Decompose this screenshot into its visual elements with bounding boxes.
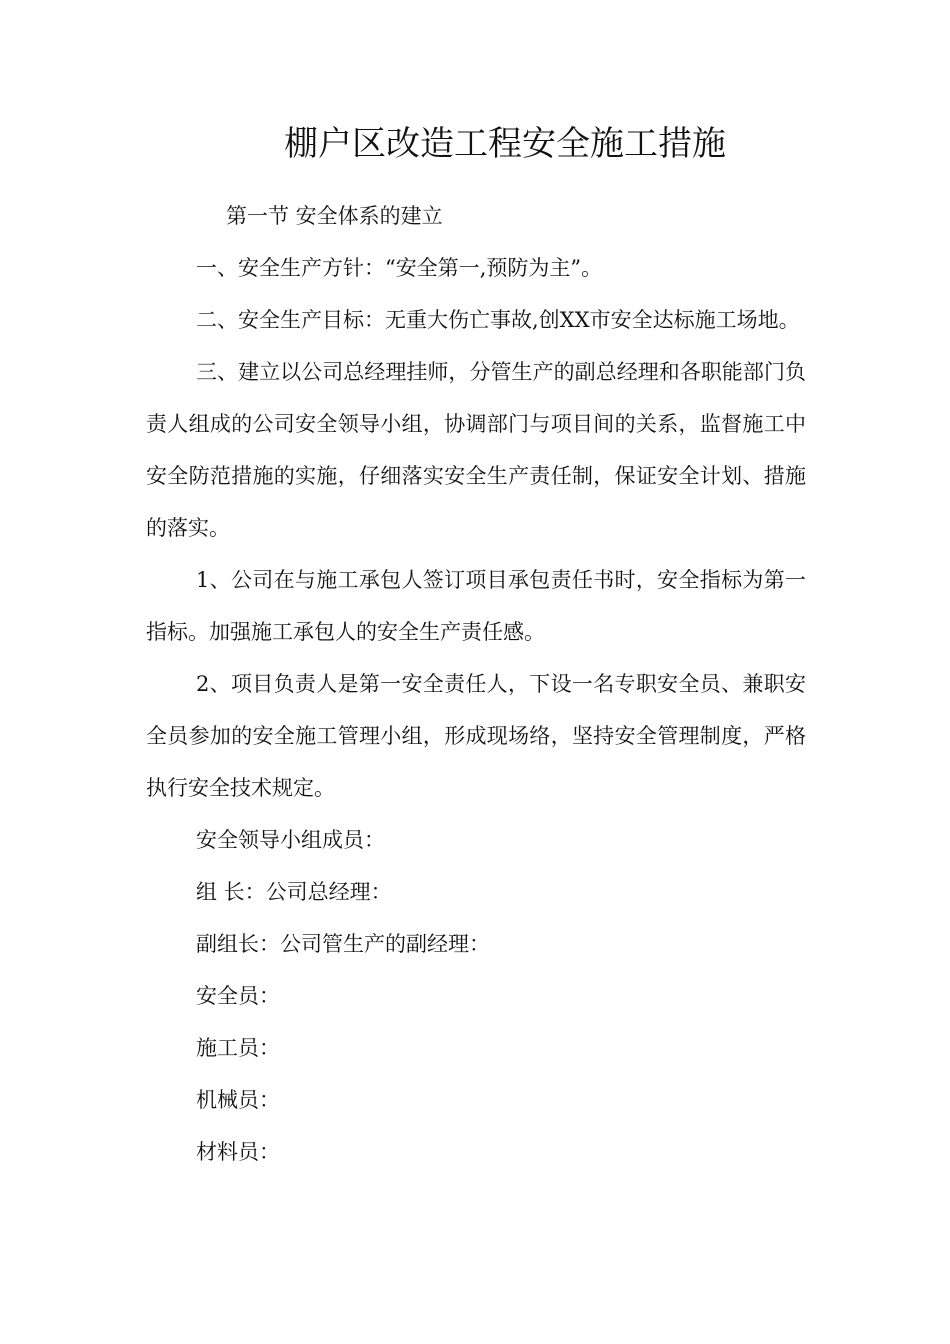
group-members-heading: 安全领导小组成员：	[196, 828, 385, 852]
paragraph-item-2: 2、项目负责人是第一安全责任人，下设一名专职安全员、兼职安全员参加的安全施工管理小组，形成现场络，坚持安全管理制度，严格执行安全技术规定。	[146, 672, 806, 800]
member-line-safety-officer: 安全员：	[196, 984, 280, 1008]
section-heading: 第一节 安全体系的建立	[226, 204, 443, 228]
member-line-deputy: 副组长：公司管生产的副经理：	[196, 932, 490, 956]
paragraph-safety-goal: 二、安全生产目标：无重大伤亡事故,创XX市安全达标施工场地。	[196, 308, 800, 332]
member-line-materials-officer: 材料员：	[196, 1140, 280, 1164]
member-line-construction-officer: 施工员：	[196, 1036, 280, 1060]
document-title: 棚户区改造工程安全施工措施	[284, 124, 726, 164]
paragraph-safety-policy: 一、安全生产方针：“安全第一,预防为主”。	[196, 256, 603, 280]
paragraph-item-1: 1、公司在与施工承包人签订项目承包责任书时，安全指标为第一指标。加强施工承包人的安全生产责任感。	[146, 568, 806, 644]
document-body	[146, 190, 806, 1178]
member-line-leader: 组 长：公司总经理：	[196, 880, 392, 904]
paragraph-safety-group: 三、建立以公司总经理挂师，分管生产的副总经理和各职能部门负责人组成的公司安全领导小组，协调部门与项目间的关系，监督施工中安全防范措施的实施，仔细落实安全生产责任制，保证安全计划、措施的落实。	[146, 360, 806, 540]
member-line-machinery-officer: 机械员：	[196, 1088, 280, 1112]
